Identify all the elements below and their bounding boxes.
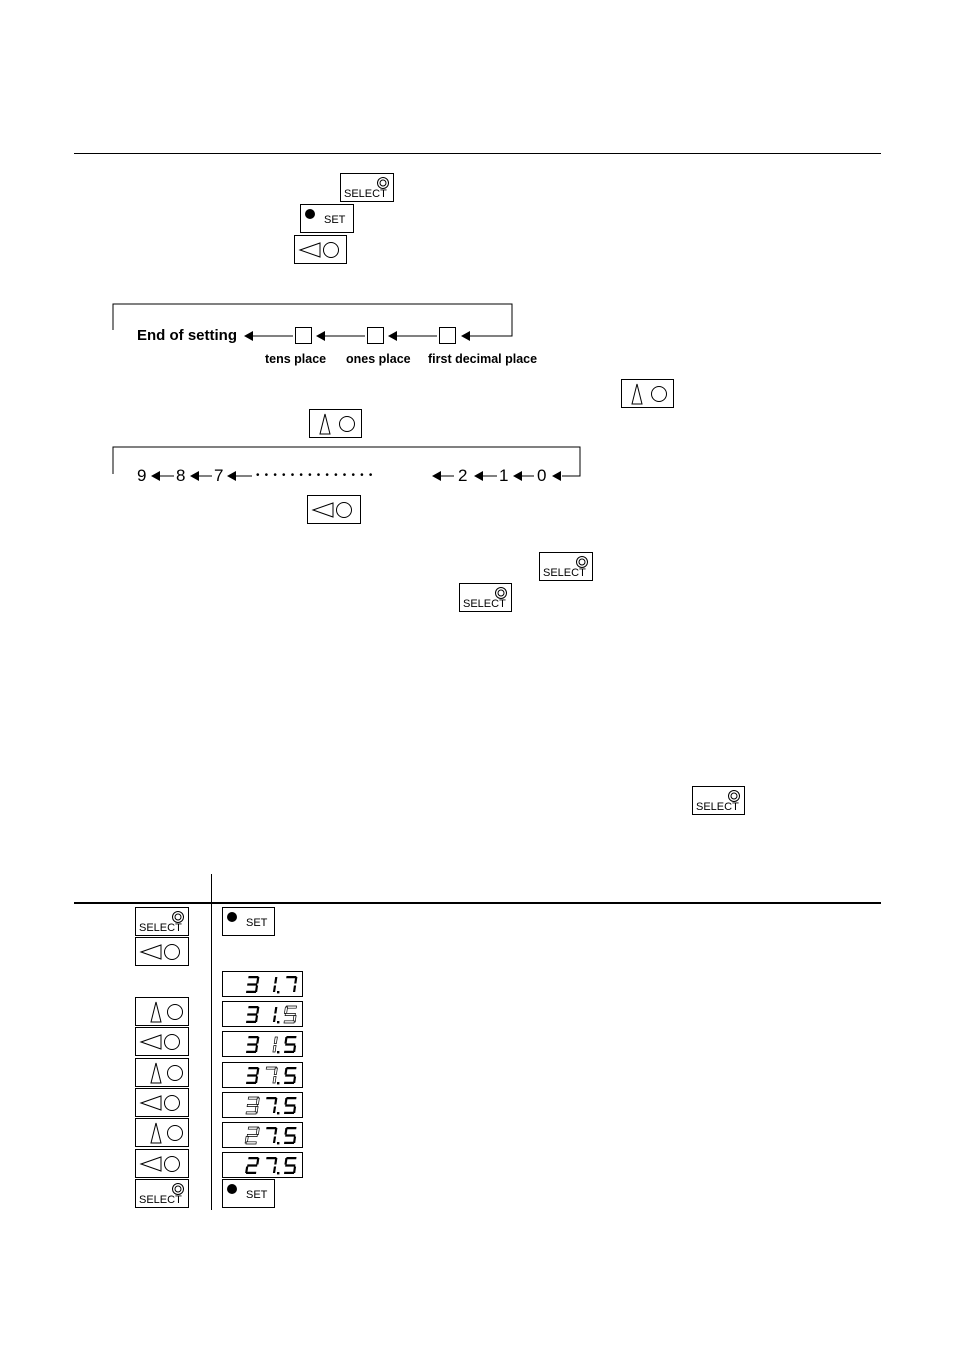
segment	[273, 1107, 276, 1114]
decimal-point	[277, 1172, 279, 1174]
up-triangle-circle-icon	[139, 1122, 186, 1144]
table-header-rule	[74, 902, 881, 904]
seven-segment-display	[222, 1152, 303, 1178]
segment	[284, 1037, 287, 1044]
table-column-divider	[211, 874, 212, 1210]
select-button[interactable]	[539, 552, 593, 581]
segment	[286, 1157, 296, 1159]
digit-1: 1	[499, 466, 509, 485]
seven-segment-display	[222, 1001, 303, 1027]
digit-7: 7	[214, 466, 224, 485]
segment	[285, 1164, 295, 1166]
segment	[284, 1051, 294, 1053]
segment	[246, 1112, 256, 1114]
segment	[274, 1037, 277, 1044]
segment	[293, 986, 296, 993]
seven-segment-display	[222, 971, 303, 997]
set-button[interactable]	[222, 907, 275, 936]
segment	[285, 1104, 295, 1106]
select-button[interactable]	[135, 1179, 189, 1208]
segment	[284, 1068, 287, 1075]
segment	[273, 986, 276, 993]
digit-cycle-lines	[0, 0, 954, 500]
seven-segment-display	[222, 1122, 303, 1148]
segment	[246, 1172, 256, 1174]
left-triangle-circle-icon	[139, 1093, 186, 1113]
segment	[286, 1127, 296, 1129]
segment	[248, 1006, 258, 1008]
segment	[284, 1158, 287, 1165]
first-decimal-place-label: first decimal place	[428, 352, 538, 366]
digit-9: 9	[137, 466, 147, 485]
select-button[interactable]	[692, 786, 745, 815]
segment	[248, 1157, 258, 1159]
segment	[274, 977, 277, 984]
up-button[interactable]	[135, 1058, 189, 1087]
digit-2: 2	[458, 466, 468, 485]
segment	[246, 1082, 256, 1084]
segment	[246, 991, 256, 993]
decimal-point	[277, 1082, 279, 1084]
seven-segment-display	[222, 1092, 303, 1118]
segment	[266, 1097, 276, 1099]
set-button-label: SET	[246, 917, 268, 929]
shift-button[interactable]	[135, 937, 189, 966]
shift-button[interactable]	[135, 1088, 189, 1117]
shift-button[interactable]	[135, 1027, 189, 1056]
segment	[248, 1067, 258, 1069]
segment	[247, 1164, 257, 1166]
segment	[286, 976, 296, 978]
digit-0: 0	[537, 466, 547, 485]
decimal-point	[277, 1142, 279, 1144]
segment	[284, 1021, 294, 1023]
segment	[285, 1074, 295, 1076]
select-button-label: SELECT	[139, 1194, 182, 1206]
segment	[284, 1128, 287, 1135]
up-triangle-circle-icon	[139, 1062, 186, 1084]
segment	[284, 1007, 287, 1014]
set-button-label: SET	[324, 214, 346, 226]
segment	[273, 1137, 276, 1144]
select-button-label: SELECT	[139, 922, 182, 934]
segment	[247, 983, 257, 985]
left-triangle-circle-icon	[139, 942, 186, 962]
segment	[286, 1067, 296, 1069]
seven-segment-display	[222, 1062, 303, 1088]
set-button[interactable]	[222, 1179, 275, 1208]
select-button-label: SELECT	[463, 598, 506, 610]
set-button-label: SET	[246, 1189, 268, 1201]
up-button[interactable]	[135, 997, 189, 1026]
decimal-point	[277, 1021, 279, 1023]
ones-place-label: ones place	[346, 352, 411, 366]
segment	[273, 1167, 276, 1174]
segment	[246, 1051, 256, 1053]
select-button-label: SELECT	[543, 567, 586, 579]
segment	[247, 1013, 257, 1015]
tens-place-label: tens place	[265, 352, 327, 366]
select-button-label: SELECT	[344, 188, 387, 200]
decimal-point	[277, 1112, 279, 1114]
select-button[interactable]	[459, 583, 512, 612]
up-button[interactable]	[135, 1118, 189, 1147]
segment	[285, 1134, 295, 1136]
segment	[273, 1077, 276, 1084]
segment	[284, 1142, 294, 1144]
shift-button[interactable]	[307, 495, 361, 524]
digit-cycle-ellipsis: • • • • • • • • • • • • • •	[256, 470, 374, 481]
left-triangle-circle-icon	[139, 1032, 186, 1052]
segment	[248, 976, 258, 978]
segment	[246, 1021, 256, 1023]
segment	[285, 1043, 295, 1045]
segment	[273, 1016, 276, 1023]
left-triangle-circle-icon	[311, 500, 358, 520]
segment	[247, 1043, 257, 1045]
segment	[246, 1142, 256, 1144]
segment	[284, 1112, 294, 1114]
segment	[284, 1172, 294, 1174]
segment	[248, 1036, 258, 1038]
select-button-label: SELECT	[696, 801, 739, 813]
segment	[266, 1127, 276, 1129]
decimal-point	[277, 991, 279, 993]
up-triangle-circle-icon	[139, 1001, 186, 1023]
filled-dot-icon	[226, 1183, 238, 1195]
filled-dot-icon	[226, 911, 238, 923]
end-of-setting-label: End of setting	[137, 327, 237, 344]
segment	[247, 1074, 257, 1076]
segment	[266, 1157, 276, 1159]
select-button[interactable]	[135, 907, 189, 936]
digit-8: 8	[176, 466, 186, 485]
segment	[286, 1097, 296, 1099]
seven-segment-display	[222, 1031, 303, 1057]
segment	[286, 1036, 296, 1038]
shift-button[interactable]	[135, 1149, 189, 1178]
segment	[284, 1098, 287, 1105]
decimal-point	[277, 1051, 279, 1053]
segment	[284, 1082, 294, 1084]
left-triangle-circle-icon	[139, 1154, 186, 1174]
segment	[274, 1007, 277, 1014]
segment	[273, 1046, 276, 1053]
